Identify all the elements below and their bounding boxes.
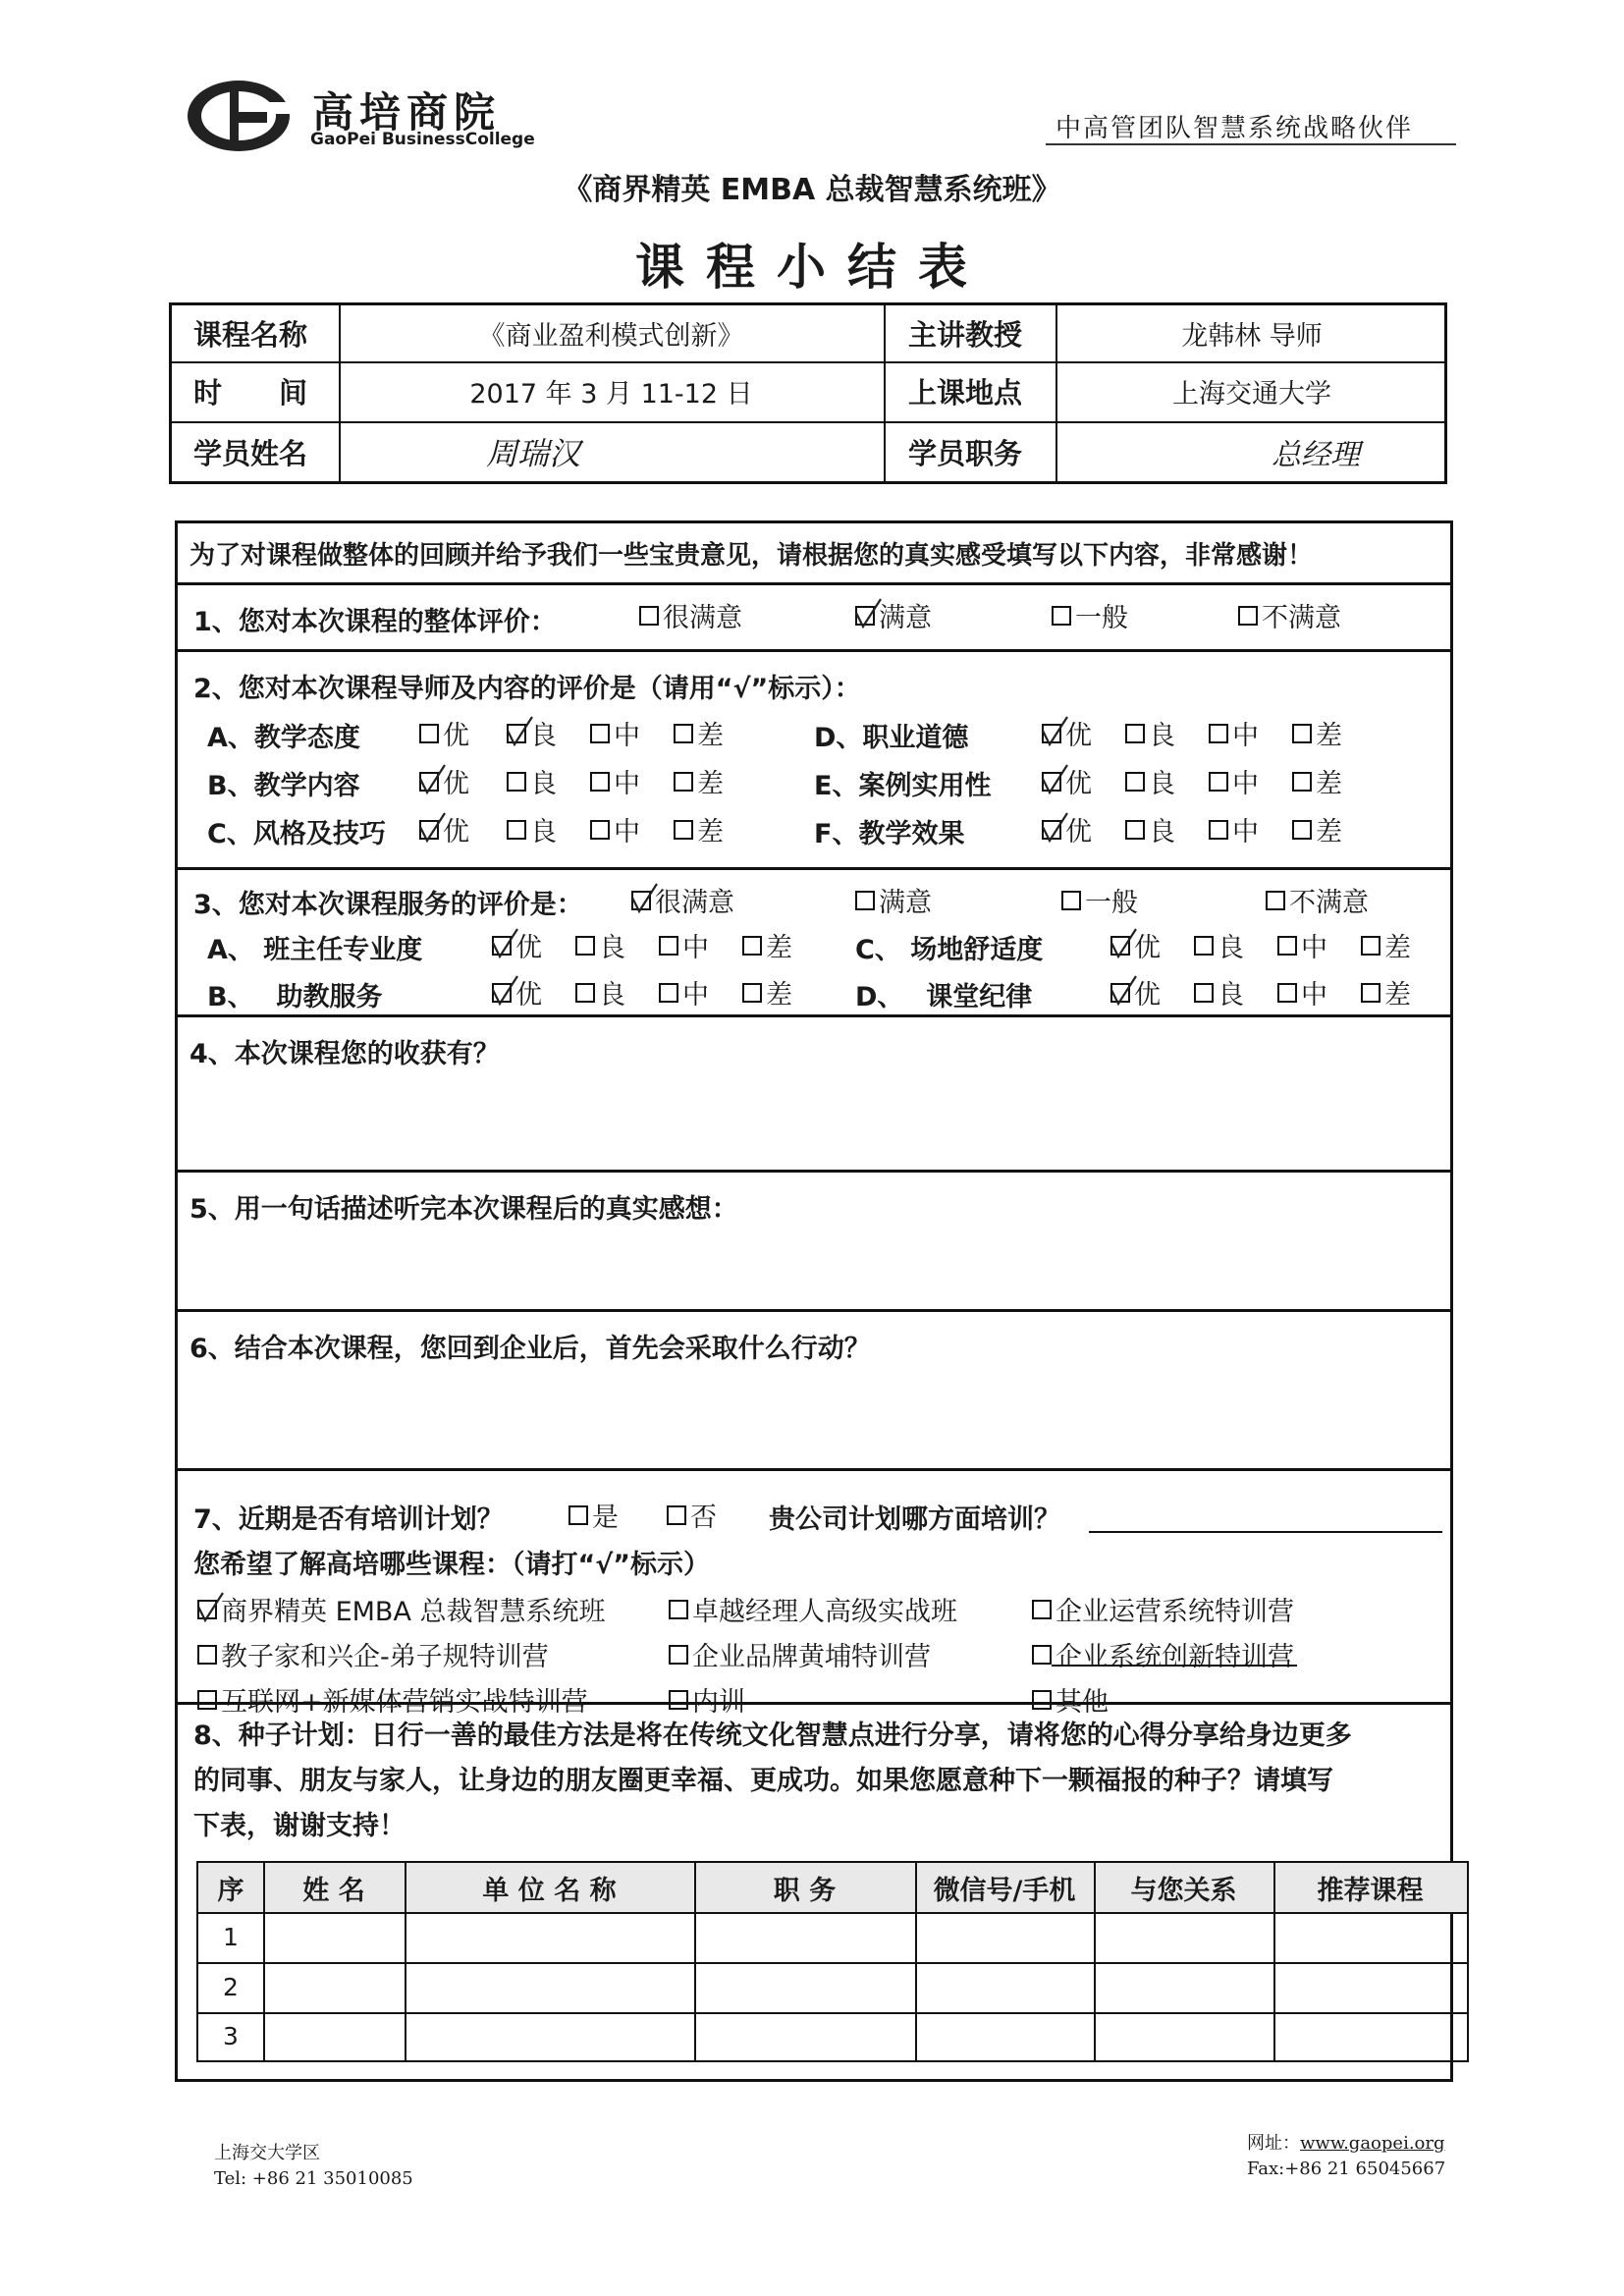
q1-option[interactable]: [639, 596, 742, 634]
referral-column-header: 姓 名: [302, 1875, 365, 1906]
checkbox[interactable]: [1238, 606, 1258, 626]
check-mark-icon: [1109, 926, 1138, 959]
q2-item-label: B、教学内容: [207, 771, 360, 801]
q3-grade-option[interactable]: [1194, 926, 1244, 964]
option-label: 差: [766, 933, 792, 963]
checkbox[interactable]: [855, 606, 875, 626]
checkbox[interactable]: [1209, 820, 1228, 840]
q2-grade-option[interactable]: [1292, 762, 1342, 800]
option-label: 中: [614, 769, 640, 799]
checkbox[interactable]: [1361, 983, 1380, 1003]
checkbox[interactable]: [1042, 820, 1061, 840]
checkbox[interactable]: [1292, 724, 1312, 743]
option-label: 差: [1316, 769, 1342, 799]
q2-grade-option[interactable]: [1125, 810, 1175, 848]
q2-grade-option[interactable]: [674, 714, 724, 752]
q3-grade-option[interactable]: [742, 973, 792, 1011]
option-label: 很满意: [655, 888, 734, 918]
checkbox[interactable]: [742, 983, 762, 1003]
option-label: 中: [1232, 817, 1259, 847]
option-label: 中: [614, 817, 640, 847]
checkbox[interactable]: [1194, 936, 1214, 956]
checkbox[interactable]: [1032, 1690, 1052, 1710]
option-label: 差: [1316, 817, 1342, 847]
option-label: 商界精英 EMBA 总裁智慧系统班: [221, 1597, 606, 1627]
option-label: 很满意: [663, 603, 742, 633]
check-mark-icon: [629, 881, 659, 914]
q7-course-option[interactable]: [197, 1590, 606, 1628]
option-label: 一般: [1085, 888, 1138, 918]
checkbox[interactable]: [1292, 820, 1312, 840]
q3-grade-option[interactable]: [659, 926, 709, 964]
q7-yes-option[interactable]: 是: [568, 1496, 619, 1534]
q3-item-label: A、 班主任专业度: [207, 935, 423, 965]
option-label: 良: [530, 817, 557, 847]
checkbox[interactable]: [674, 724, 693, 743]
option-label: 差: [766, 980, 792, 1011]
checkbox[interactable]: [855, 891, 875, 910]
check-mark-icon: [490, 973, 519, 1007]
place-label: 上课地点: [908, 376, 1023, 410]
q7-label: 7、近期是否有培训计划？: [193, 1504, 504, 1535]
q7-other-line[interactable]: [1052, 1665, 1297, 1667]
q2-grade-option[interactable]: [674, 810, 724, 848]
option-label: 良: [1218, 980, 1244, 1011]
checkbox[interactable]: [197, 1690, 217, 1710]
brand-name-en: GaoPei BusinessCollege: [310, 130, 535, 149]
q8-text-b: 的同事、朋友与家人，让身边的朋友圈更幸福、更成功。如果您愿意种下一颗福报的种子？请填写: [193, 1766, 1333, 1796]
option-label: 良: [530, 769, 557, 799]
q3-grade-option[interactable]: [659, 973, 709, 1011]
q7-which-training: 贵公司计划哪方面培训？: [769, 1504, 1060, 1535]
option-label: 满意: [879, 603, 932, 633]
q3-grade-option[interactable]: [1361, 926, 1411, 964]
q3-grade-option[interactable]: [492, 926, 542, 964]
checkbox[interactable]: [419, 772, 439, 792]
q1-option[interactable]: [1052, 596, 1128, 634]
option-label: 内训: [692, 1687, 745, 1718]
q7-course-option[interactable]: [669, 1590, 957, 1628]
q2-grade-option[interactable]: [1125, 762, 1175, 800]
option-label: 企业品牌黄埔特训营: [692, 1642, 931, 1672]
q2-grade-option[interactable]: [1209, 762, 1259, 800]
q7-course-option[interactable]: [669, 1635, 931, 1673]
check-mark-icon: [505, 714, 534, 747]
option-label: 中: [682, 933, 709, 963]
checkbox[interactable]: [492, 936, 512, 956]
q2-item-label: C、风格及技巧: [207, 819, 386, 849]
lecturer-value[interactable]: 龙韩林 导师: [1181, 321, 1323, 352]
check-mark-icon: [417, 810, 447, 844]
q3-option[interactable]: [855, 881, 932, 919]
check-mark-icon: [1040, 762, 1069, 795]
time-label: 时 间: [193, 376, 308, 410]
q3-grade-option[interactable]: [575, 973, 625, 1011]
option-label: 良: [599, 933, 625, 963]
q3-grade-option[interactable]: [575, 926, 625, 964]
option-label: 差: [697, 721, 724, 751]
referral-row-number: 2: [223, 1973, 239, 2001]
option-label: 优: [443, 721, 469, 751]
checkbox[interactable]: [1125, 772, 1145, 792]
option-label: 优: [443, 769, 469, 799]
checkbox[interactable]: [674, 820, 693, 840]
checkbox[interactable]: [1110, 983, 1130, 1003]
checkbox[interactable]: [1125, 820, 1145, 840]
checkbox[interactable]: [1361, 936, 1380, 956]
checkbox[interactable]: [669, 1645, 688, 1665]
q3-grade-option[interactable]: [1110, 973, 1161, 1011]
q3-grade-option[interactable]: [1361, 973, 1411, 1011]
referral-row-number: 1: [223, 1923, 239, 1951]
checkbox[interactable]: [1194, 983, 1214, 1003]
referral-column-header: 职 务: [773, 1875, 837, 1906]
referral-column-header: 单 位 名 称: [482, 1875, 617, 1906]
checkbox[interactable]: [1052, 606, 1071, 626]
option-label: 中: [1301, 933, 1327, 963]
referral-column-header: 推荐课程: [1317, 1875, 1424, 1906]
referral-column-header: 微信号/手机: [933, 1875, 1076, 1906]
q2-item-label: F、教学效果: [814, 819, 965, 849]
option-label: 优: [443, 817, 469, 847]
campus: 上海交大学区: [214, 2143, 320, 2163]
q3-option[interactable]: [631, 881, 734, 919]
q3-grade-option[interactable]: [492, 973, 542, 1011]
fax: Fax:+86 21 65045667: [1247, 2159, 1446, 2179]
q2-item-label: E、案例实用性: [814, 771, 992, 801]
checkbox[interactable]: [507, 772, 526, 792]
q4-question: 4、本次课程您的收获有？: [189, 1039, 500, 1069]
q2-grade-option[interactable]: [1125, 714, 1175, 752]
q7-course-option[interactable]: [197, 1635, 549, 1673]
option-label: 满意: [879, 888, 932, 918]
website-line: 网址：www.gaopei.org: [1247, 2133, 1445, 2154]
checkbox[interactable]: [1061, 891, 1081, 910]
checkbox[interactable]: [1125, 724, 1145, 743]
option-label: 互联网+新媒体营销实战特训营: [221, 1687, 588, 1718]
q2-grade-option[interactable]: [1042, 762, 1092, 800]
gaopei-logo: [185, 77, 293, 155]
checkbox[interactable]: [659, 983, 678, 1003]
checkbox[interactable]: [1277, 936, 1297, 956]
checkbox[interactable]: [1032, 1645, 1052, 1665]
q2-item-label: A、教学态度: [207, 723, 360, 753]
form-title: 课程小结表: [635, 239, 989, 296]
q2-grade-option[interactable]: [1209, 810, 1259, 848]
option-label: 良: [1218, 933, 1244, 963]
q3-grade-option[interactable]: [1110, 926, 1161, 964]
q3-grade-option[interactable]: [1194, 973, 1244, 1011]
position-label: 学员职务: [908, 436, 1023, 470]
checkbox[interactable]: [669, 1600, 688, 1619]
q2-grade-option[interactable]: [590, 810, 640, 848]
tagline: 中高管团队智慧系统战略伙伴: [1056, 114, 1414, 143]
option-label: 企业运营系统特训营: [1056, 1597, 1294, 1627]
option-label: 中: [1232, 721, 1259, 751]
checkbox[interactable]: [575, 936, 595, 956]
option-label: 中: [1301, 980, 1327, 1011]
website-link[interactable]: www.gaopei.org: [1300, 2133, 1445, 2154]
brand-name-cn: 高培商院: [312, 88, 502, 137]
q2-grade-option[interactable]: [507, 714, 557, 752]
option-label: 中: [682, 980, 709, 1011]
place-value[interactable]: 上海交通大学: [1172, 379, 1331, 410]
checkbox[interactable]: [590, 724, 610, 743]
check-mark-icon: [853, 596, 883, 629]
referral-column-header: 与您关系: [1130, 1875, 1237, 1906]
check-mark-icon: [1040, 810, 1069, 844]
q2-label: 2、您对本次课程导师及内容的评价是（请用“√”标示）：: [193, 674, 861, 704]
q3-grade-option[interactable]: [1277, 926, 1327, 964]
q2-item-label: D、职业道德: [814, 723, 969, 753]
footer-right: [1247, 2131, 1445, 2182]
checkbox[interactable]: [639, 606, 659, 626]
check-mark-icon: [1109, 973, 1138, 1007]
q3-grade-option[interactable]: [1277, 973, 1327, 1011]
checkbox[interactable]: [659, 936, 678, 956]
checkbox[interactable]: [507, 820, 526, 840]
checkbox[interactable]: [590, 772, 610, 792]
q6-question: 6、结合本次课程，您回到企业后，首先会采取什么行动？: [189, 1334, 871, 1364]
q3-grade-option[interactable]: [742, 926, 792, 964]
footer-left: [214, 2141, 413, 2192]
option-label: 优: [1134, 933, 1161, 963]
option-label: 企业系统创新特训营: [1056, 1642, 1294, 1672]
checkbox[interactable]: [667, 1505, 686, 1525]
q2-grade-option[interactable]: [1042, 810, 1092, 848]
q2-grade-option[interactable]: [1292, 714, 1342, 752]
checkbox[interactable]: [1209, 772, 1228, 792]
course-info-table: [169, 302, 1447, 484]
q8-text-a: 8、种子计划：日行一善的最佳方法是将在传统文化智慧点进行分享，请将您的心得分享给身边更多: [193, 1721, 1352, 1751]
option-label: 差: [697, 817, 724, 847]
checkbox[interactable]: [1042, 772, 1061, 792]
option-label: 不满意: [1262, 603, 1341, 633]
option-label: 卓越经理人高级实战班: [692, 1597, 957, 1627]
q1-label: 1、您对本次课程的整体评价：: [193, 607, 557, 637]
q7-answer-line[interactable]: [1089, 1531, 1442, 1533]
option-label: 差: [697, 769, 724, 799]
checkbox[interactable]: [1266, 891, 1285, 910]
q7-course-option[interactable]: [1032, 1635, 1294, 1673]
q5-question: 5、用一句话描述听完本次课程后的真实感想：: [189, 1194, 738, 1225]
checkbox[interactable]: [1042, 724, 1061, 743]
q2-grade-option[interactable]: [507, 762, 557, 800]
position-handwriting[interactable]: 总经理: [1272, 438, 1360, 472]
checkbox[interactable]: [631, 891, 651, 910]
checkbox[interactable]: [742, 936, 762, 956]
checkbox[interactable]: [590, 820, 610, 840]
q3-item-label: C、 场地舒适度: [855, 935, 1044, 965]
q2-grade-option[interactable]: [1042, 714, 1092, 752]
q3-option[interactable]: [1061, 881, 1138, 919]
survey-table: [175, 520, 1453, 2082]
check-mark-icon: [417, 762, 447, 795]
checkbox[interactable]: [492, 983, 512, 1003]
q2-grade-option[interactable]: [590, 762, 640, 800]
checkbox[interactable]: [568, 1505, 588, 1525]
option-label: 优: [1065, 817, 1092, 847]
course-name-label: 课程名称: [193, 318, 308, 352]
option-label: 良: [1149, 769, 1175, 799]
student-name-label: 学员姓名: [193, 436, 308, 470]
q7-no-option[interactable]: 否: [667, 1496, 717, 1534]
q2-grade-option[interactable]: [1209, 714, 1259, 752]
option-label: 优: [515, 933, 542, 963]
checkbox[interactable]: [197, 1600, 217, 1619]
option-label: 良: [599, 980, 625, 1011]
student-name-handwriting[interactable]: 周瑞汉: [486, 435, 581, 472]
q2-grade-option[interactable]: [419, 810, 469, 848]
checkbox[interactable]: [419, 724, 439, 743]
option-label: 优: [1065, 769, 1092, 799]
option-label: 教子家和兴企-弟子规特训营: [221, 1642, 549, 1672]
q3-label: 3、您对本次课程服务的评价是：: [193, 890, 583, 920]
referral-column-header: 序: [217, 1875, 244, 1906]
option-label: 优: [1065, 721, 1092, 751]
check-mark-icon: [195, 1590, 225, 1623]
check-mark-icon: [1040, 714, 1069, 747]
option-label: 不满意: [1289, 888, 1369, 918]
option-label: 良: [530, 721, 557, 751]
checkbox[interactable]: [669, 1690, 688, 1710]
option-label: 差: [1316, 721, 1342, 751]
referral-row-number: 3: [223, 2022, 239, 2050]
check-mark-icon: [490, 926, 519, 959]
checkbox[interactable]: [1209, 724, 1228, 743]
q3-option[interactable]: [1266, 881, 1369, 919]
checkbox[interactable]: [419, 820, 439, 840]
option-label: 良: [1149, 721, 1175, 751]
course-name-value[interactable]: 《商业盈利模式创新》: [478, 321, 744, 352]
q2-grade-option[interactable]: [419, 714, 469, 752]
time-value[interactable]: 2017 年 3 月 11-12 日: [469, 379, 753, 410]
q1-option[interactable]: [855, 596, 932, 634]
q2-grade-option[interactable]: [1292, 810, 1342, 848]
q2-grade-option[interactable]: [507, 810, 557, 848]
program-title: 《商界精英 EMBA 总裁智慧系统班》: [563, 173, 1061, 207]
option-label: 中: [1232, 769, 1259, 799]
header-rule: [1046, 143, 1456, 145]
checkbox[interactable]: [674, 772, 693, 792]
option-label: 优: [1134, 980, 1161, 1011]
checkbox[interactable]: [1277, 983, 1297, 1003]
option-label: 优: [515, 980, 542, 1011]
q3-item-label: B、 助教服务: [207, 982, 383, 1012]
q2-grade-option[interactable]: [590, 714, 640, 752]
q7-course-option[interactable]: [1032, 1590, 1294, 1628]
option-label: 差: [1384, 980, 1411, 1011]
checkbox[interactable]: [507, 724, 526, 743]
option-label: 一般: [1075, 603, 1128, 633]
q3-item-label: D、 课堂纪律: [855, 982, 1033, 1012]
q8-text-c: 下表，谢谢支持！: [193, 1811, 406, 1841]
option-label: 差: [1384, 933, 1411, 963]
checkbox[interactable]: [1110, 936, 1130, 956]
q7-want-courses: 您希望了解高培哪些课程：（请打“√”标示）: [193, 1550, 710, 1580]
survey-intro: 为了对课程做整体的回顾并给予我们一些宝贵意见，请根据您的真实感受填写以下内容，非常感谢！: [189, 541, 1314, 571]
q2-grade-option[interactable]: [419, 762, 469, 800]
checkbox[interactable]: [1292, 772, 1312, 792]
telephone: Tel: +86 21 35010085: [214, 2168, 413, 2189]
option-label: 良: [1149, 817, 1175, 847]
lecturer-label: 主讲教授: [908, 318, 1023, 352]
referral-table: [196, 1861, 1469, 2062]
q2-grade-option[interactable]: [674, 762, 724, 800]
option-label: 中: [614, 721, 640, 751]
option-label: 其他: [1056, 1687, 1109, 1718]
q1-option[interactable]: [1238, 596, 1341, 634]
checkbox[interactable]: [1032, 1600, 1052, 1619]
checkbox[interactable]: [575, 983, 595, 1003]
checkbox[interactable]: [197, 1645, 217, 1665]
